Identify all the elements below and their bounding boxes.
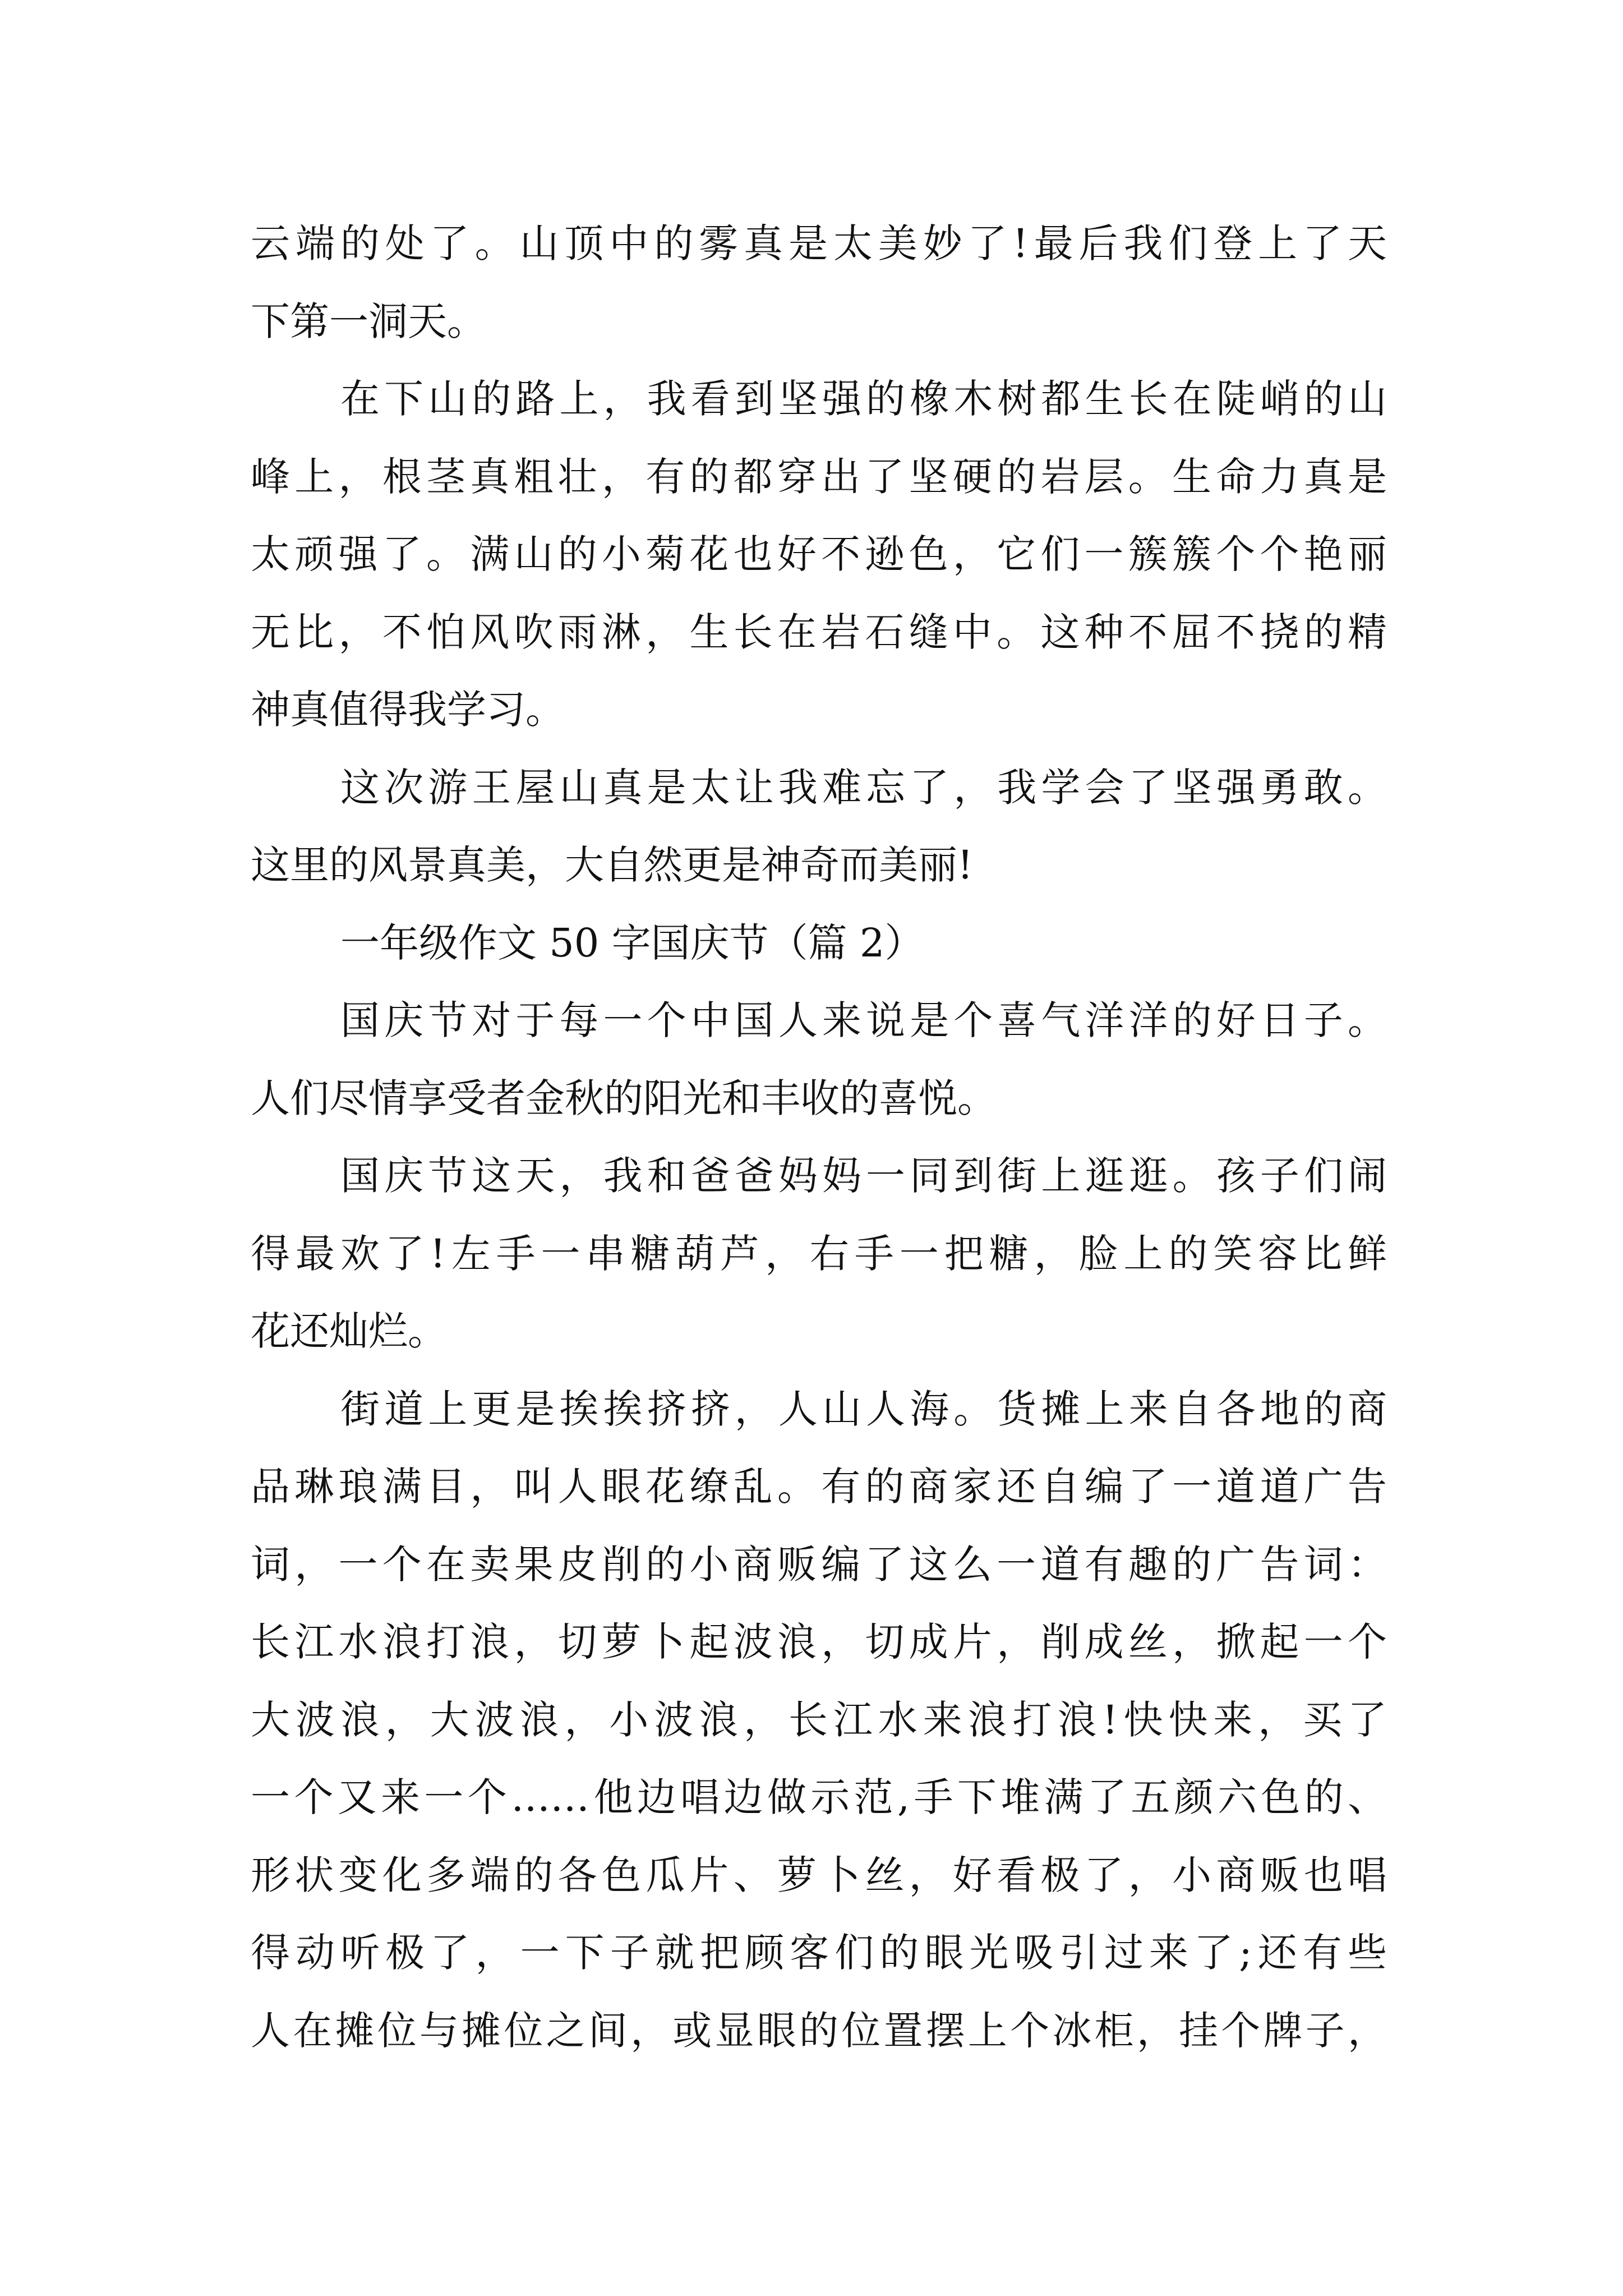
- paragraph: [251, 1370, 1387, 2070]
- text-line: 人们尽情享受者金秋的阳光和丰收的喜悦。: [251, 1075, 997, 1121]
- document-body: [251, 205, 1387, 2069]
- text-line: 街道上更是挨挨挤挤，人山人海。货摊上来自各地的商: [340, 1386, 1387, 1432]
- text-line: 国庆节对于每一个中国人来说是个喜气洋洋的好日子。: [340, 997, 1387, 1043]
- text-line: 神真值得我学习。: [251, 687, 565, 733]
- paragraph: [251, 360, 1387, 749]
- text-line: 大波浪，大波浪，小波浪，长江水来浪打浪!快快来，买了: [251, 1696, 1387, 1743]
- text-line: 长江水浪打浪，切萝卜起波浪，切成片，削成丝，掀起一个: [251, 1619, 1387, 1665]
- text-line: 得动听极了，一下子就把顾客们的眼光吸引过来了;还有些: [251, 1930, 1387, 1976]
- text-line: 花还灿烂。: [251, 1308, 447, 1354]
- essay-heading: 一年级作文 50 字国庆节（篇 2）: [340, 919, 924, 966]
- text-line: 无比，不怕风吹雨淋，生长在岩石缝中。这种不屈不挠的精: [251, 609, 1387, 655]
- essay-section: [251, 904, 1387, 2070]
- text-line: 形状变化多端的各色瓜片、萝卜丝，好看极了，小商贩也唱: [251, 1852, 1387, 1898]
- text-line: 人在摊位与摊位之间，或显眼的位置摆上个冰柜，挂个牌子，: [251, 2007, 1387, 2054]
- paragraph: [251, 1137, 1387, 1370]
- text-line: 太顽强了。满山的小菊花也好不逊色，它们一簇簇个个艳丽: [251, 531, 1387, 577]
- text-line: 品琳琅满目，叫人眼花缭乱。有的商家还自编了一道道广告: [251, 1464, 1387, 1510]
- essay-section-continued: [251, 205, 1387, 904]
- text-line: 云端的处了。山顶中的雾真是太美妙了!最后我们登上了天: [251, 220, 1387, 266]
- text-line: 这里的风景真美，大自然更是神奇而美丽!: [251, 842, 974, 888]
- paragraph: [251, 749, 1387, 904]
- paragraph: [251, 205, 1387, 360]
- text-line: 国庆节这天，我和爸爸妈妈一同到街上逛逛。孩子们闹: [340, 1153, 1387, 1199]
- text-line: 在下山的路上，我看到坚强的橡木树都生长在陡峭的山: [340, 376, 1387, 422]
- text-line: 这次游王屋山真是太让我难忘了，我学会了坚强勇敢。: [340, 764, 1387, 811]
- paragraph: [251, 982, 1387, 1137]
- text-line: 下第一洞天。: [251, 298, 486, 344]
- text-line: 词，一个在卖果皮削的小商贩编了这么一道有趣的广告词：: [251, 1541, 1387, 1588]
- text-line: 峰上，根茎真粗壮，有的都穿出了坚硬的岩层。生命力真是: [251, 453, 1387, 500]
- text-line: 一个又来一个……他边唱边做示范,手下堆满了五颜六色的、: [251, 1774, 1387, 1820]
- text-line: 得最欢了!左手一串糖葫芦，右手一把糖，脸上的笑容比鲜: [251, 1230, 1387, 1277]
